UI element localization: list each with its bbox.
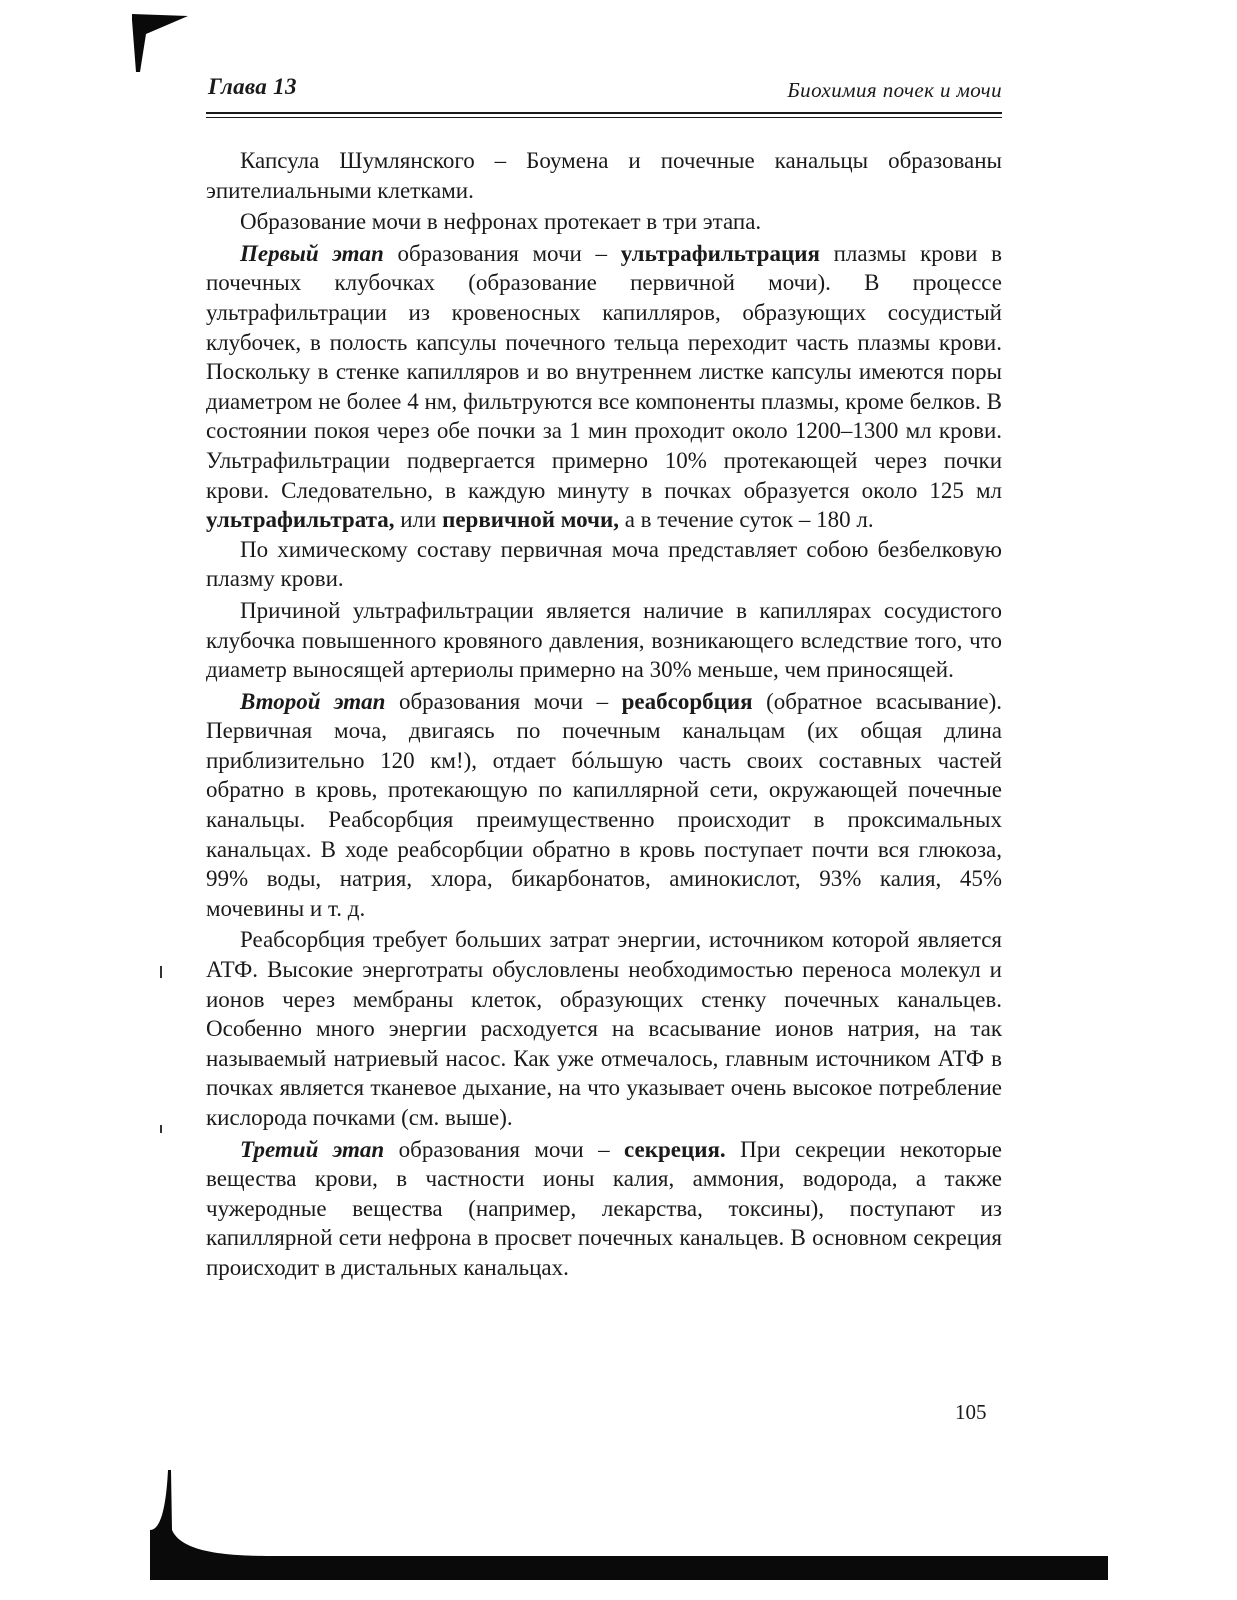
key-term: ультрафильтрата,	[206, 507, 395, 533]
scan-speck	[160, 1125, 162, 1133]
stage-heading: Второй этап	[240, 688, 386, 714]
stage-heading: Третий этап	[240, 1136, 385, 1162]
text-run: образования мочи –	[385, 688, 622, 714]
text-run: образования мочи –	[383, 240, 621, 266]
paragraph-stage-three	[206, 1135, 1002, 1283]
scan-corner-mark	[132, 14, 188, 72]
stage-heading: Первый этап	[240, 240, 384, 266]
header-rule	[206, 112, 1002, 114]
key-term: первичной мочи,	[442, 507, 619, 533]
text-run: При секреции некоторые вещества крови, в частности ионы калия, аммония, водорода, а также чужеродные вещества (например, лекарства, токсины), поступают из капиллярной сети нефрона в просвет почечных канальцев. В основном секреция происходит в дистальных канальцах.	[206, 1136, 1002, 1280]
chapter-label: Глава 13	[208, 74, 297, 99]
key-term: ультрафильтрация	[620, 240, 820, 266]
paragraph: Причиной ультрафильтрации является наличие в капиллярах сосудистого клубочка повышенного кровяного давления, возникающего вследствие того, что диаметр выносящей артериолы примерно на 30% меньше, чем приносящей.	[206, 597, 1002, 683]
text-run: (обратное всасывание). Первичная моча, двигаясь по почечным канальцам (их общая длина приблизительно 120 км!), отдает бóльшую часть своих составных частей обратно в кровь, протекающую по капиллярной сети, окружающей почечные канальцы. Реабсорбция преимущественно происходит в проксимальных канальцах. В ходе реабсорбции обратно в кровь поступает почти вся глюкоза, 99% воды, натрия, хлора, бикарбонатов, аминокислот, 93% калия, 45% мочевины и т. д.	[206, 688, 1002, 921]
page-body	[206, 146, 1002, 1283]
scan-bottom-border	[150, 1556, 1108, 1580]
paragraph: Реабсорбция требует больших затрат энергии, источником которой является АТФ. Высокие энерготраты обусловлены необходимостью переноса молекул и ионов через мембраны клеток, образующих стенку почечных канальцев. Особенно много энергии расходуется на всасывание ионов натрия, на так называемый натриевый насос. Как уже отмечалось, главным источником АТФ в почках является тканевое дыхание, на что указывает очень высокое потребление кислорода почками (см. выше).	[206, 927, 1002, 1130]
scan-speck	[160, 966, 162, 978]
text-run: а в течение суток – 180 л.	[618, 507, 874, 533]
paragraph: Образование мочи в нефронах протекает в три этапа.	[240, 209, 762, 235]
text-run: или	[394, 507, 443, 533]
section-title: Биохимия почек и мочи	[787, 78, 1002, 102]
paragraph: По химическому составу первичная моча представляет собою безбелковую плазму крови.	[206, 536, 1002, 592]
paragraph-stage-one	[206, 239, 1002, 535]
key-term: реабсорбция	[621, 688, 753, 714]
page-number: 105	[955, 1400, 987, 1424]
text-run: плазмы крови в почечных клубочках (образование первичной мочи). В процессе ультрафильтрации из кровеносных капилляров, образующих сосудистый клубочек, в полость капсулы почечного тельца переходит часть плазмы крови. Поскольку в стенке капилляров и во внутреннем листке капсулы имеются поры диаметром не более 4 нм, фильтруются все компоненты плазмы, кроме белков. В состоянии покоя через обе почки за 1 мин проходит около 1200–1300 мл крови. Ультрафильтрации подвергается примерно 10% протекающей через почки крови. Следовательно, в каждую минуту в почках образуется около 125 мл	[206, 240, 1002, 503]
text-run: образования мочи –	[384, 1136, 625, 1162]
paragraph-stage-two	[206, 687, 1002, 924]
key-term: секреция.	[624, 1136, 726, 1162]
header-rule-thin	[206, 117, 1002, 118]
running-header	[208, 74, 1002, 108]
paragraph: Капсула Шумлянского – Боумена и почечные канальцы образованы эпителиальными клетками.	[206, 148, 1002, 203]
